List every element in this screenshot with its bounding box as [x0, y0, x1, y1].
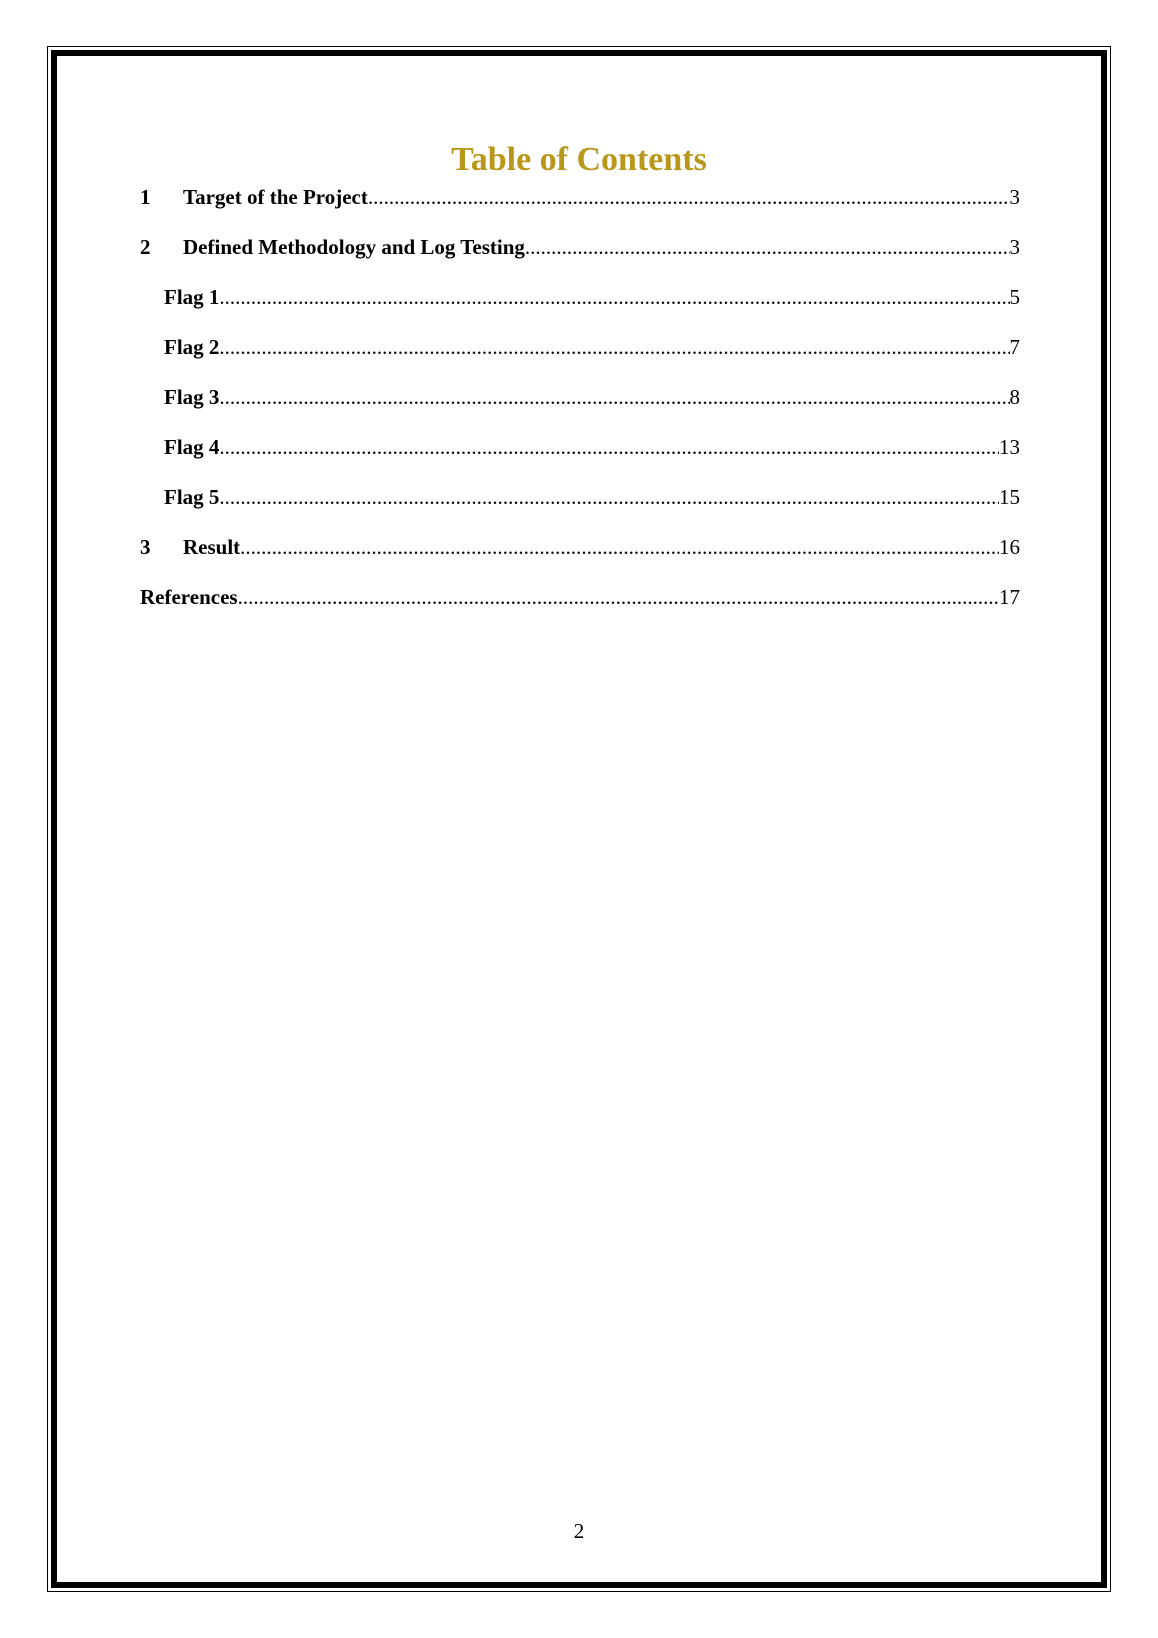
- toc-entry-title: Defined Methodology and Log Testing: [183, 235, 525, 259]
- toc-dot-leader: [240, 532, 999, 562]
- toc-entry-page: 16: [999, 535, 1020, 559]
- toc-dot-leader: [368, 182, 1010, 212]
- toc-entry-title: Flag 3: [164, 385, 220, 409]
- toc-entry-flag-2[interactable]: [140, 332, 1020, 382]
- toc-dot-leader: [219, 282, 1009, 312]
- toc-entry-title: Result: [183, 535, 241, 559]
- toc-entry-page: 17: [999, 585, 1020, 609]
- toc-entry-flag-3[interactable]: [140, 382, 1020, 432]
- toc-entry-flag-5[interactable]: [140, 482, 1020, 532]
- toc-entry-methodology[interactable]: [140, 232, 1020, 282]
- toc-entry-page: 15: [999, 485, 1020, 509]
- toc-entry-number: 2: [140, 235, 151, 259]
- toc-entry-number: 1: [140, 185, 151, 209]
- toc-entry-title: Flag 2: [164, 335, 220, 359]
- toc-entry-result[interactable]: [140, 532, 1020, 582]
- toc-title: Table of Contents: [451, 141, 707, 178]
- page-number: 2: [573, 1519, 585, 1543]
- toc-dot-leader: [219, 332, 1009, 362]
- toc-entry-target-of-project[interactable]: [140, 182, 1020, 232]
- toc-dot-leader: [525, 232, 1010, 262]
- toc-entry-number: 3: [140, 535, 151, 559]
- toc-entry-page: 5: [1009, 285, 1020, 309]
- toc-entry-title: Flag 5: [164, 485, 220, 509]
- toc-dot-leader: [219, 432, 999, 462]
- toc-dot-leader: [219, 382, 1009, 412]
- toc-entry-page: 13: [999, 435, 1020, 459]
- toc-dot-leader: [238, 582, 999, 612]
- toc-entry-page: 3: [1009, 235, 1020, 259]
- toc-entry-references[interactable]: [140, 582, 1020, 632]
- toc-entry-flag-4[interactable]: [140, 432, 1020, 482]
- toc-entry-title: Flag 4: [164, 435, 220, 459]
- toc-entry-page: 8: [1009, 385, 1020, 409]
- toc-entry-page: 7: [1009, 335, 1020, 359]
- toc-entry-title: Flag 1: [164, 285, 220, 309]
- toc-entry-title: References: [140, 585, 238, 609]
- toc-entry-flag-1[interactable]: [140, 282, 1020, 332]
- toc-list: [140, 182, 1020, 632]
- toc-dot-leader: [219, 482, 999, 512]
- toc-entry-title: Target of the Project: [183, 185, 368, 209]
- toc-entry-page: 3: [1009, 185, 1020, 209]
